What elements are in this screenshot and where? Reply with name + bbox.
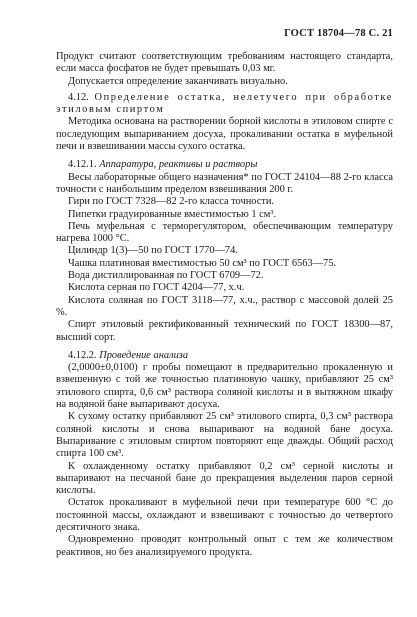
paragraph: (2,0000±0,0100) г пробы помещают в предварительно прокаленную и взвешенную с той же точностью платиновую чашку, прибавляют 25 см³ этилового спирта, 0,6 см³ раствора соляной кислоты и в вытяжном шкафу на водяной бане выпаривают досуха.	[56, 362, 393, 411]
paragraph: Остаток прокаливают в муфельной печи при температуре 600 °С до постоянной массы, охлаждают и взвешивают с точностью до четвертого десятичного знака.	[56, 497, 393, 533]
paragraph: К сухому остатку прибавляют 25 см³ этилового спирта, 0,3 см³ раствора соляной кислоты и снова выпаривают на водяной бане досуха. Выпаривание с этиловым спиртом повторяют еще дважды. Общий расход спирта 100 см³.	[56, 411, 393, 460]
paragraph: Спирт этиловый ректификованный технический по ГОСТ 18300—87, высший сорт.	[56, 319, 393, 343]
paragraph: Одновременно проводят контрольный опыт с тем же количеством реактивов, но без анализируемого продукта.	[56, 534, 393, 558]
heading-title: Аппаратура, реактивы и растворы	[99, 159, 258, 171]
subsection-heading	[56, 159, 393, 171]
paragraph: Методика основана на растворении борной кислоты в этиловом спирте с последующим выпариванием досуха, прокаливании остатка в муфельной печи и взвешивании массы сухого остатка.	[56, 116, 393, 153]
paragraph: Кислота серная по ГОСТ 4204—77, х.ч.	[68, 282, 245, 294]
paragraph: Пипетки градуированные вместимостью 1 см³.	[68, 208, 277, 220]
heading-title: Проведение анализа	[99, 349, 189, 361]
heading-title: Определение остатка, нелетучего при обработке этиловым спиртом	[56, 91, 393, 116]
paragraph: Вода дистиллированная по ГОСТ 6709—72.	[68, 270, 264, 282]
paragraph: Продукт считают соответствующим требованиям настоящего стандарта, если масса фосфатов не будет превышать 0,03 мг.	[56, 51, 393, 75]
document-body	[56, 51, 393, 559]
paragraph: Весы лабораторные общего назначения* по ГОСТ 24104—88 2-го класса точности с наибольшим пределом взвешивания 200 г.	[56, 171, 393, 195]
paragraph: Печь муфельная с терморегулятором, обеспечивающим температуру нагрева 1000 °С.	[56, 220, 393, 245]
paragraph: Гири по ГОСТ 7328—82 2-го класса точности.	[68, 196, 275, 208]
paragraph: Чашка платиновая вместимостью 50 см³ по ГОСТ 6563—75.	[68, 257, 336, 269]
section-heading	[56, 92, 393, 117]
page-header: ГОСТ 18704—78 С. 21	[284, 28, 393, 39]
paragraph: Цилиндр 1(3)—50 по ГОСТ 1770—74.	[68, 245, 238, 257]
paragraph: Кислота соляная по ГОСТ 3118—77, х.ч., раствор с массовой долей 25 %.	[56, 294, 393, 318]
heading-number: 4.12.2.	[68, 349, 97, 361]
heading-number: 4.12.	[68, 91, 89, 103]
paragraph: К охлажденному остатку прибавляют 0,2 см³ серной кислоты и выпаривают на песчаной бане до прекращения выделения паров серной кислоты.	[56, 460, 393, 497]
paragraph: Допускается определение заканчивать визуально.	[68, 75, 288, 87]
subsection-heading	[56, 350, 393, 362]
heading-number: 4.12.1.	[68, 159, 97, 171]
